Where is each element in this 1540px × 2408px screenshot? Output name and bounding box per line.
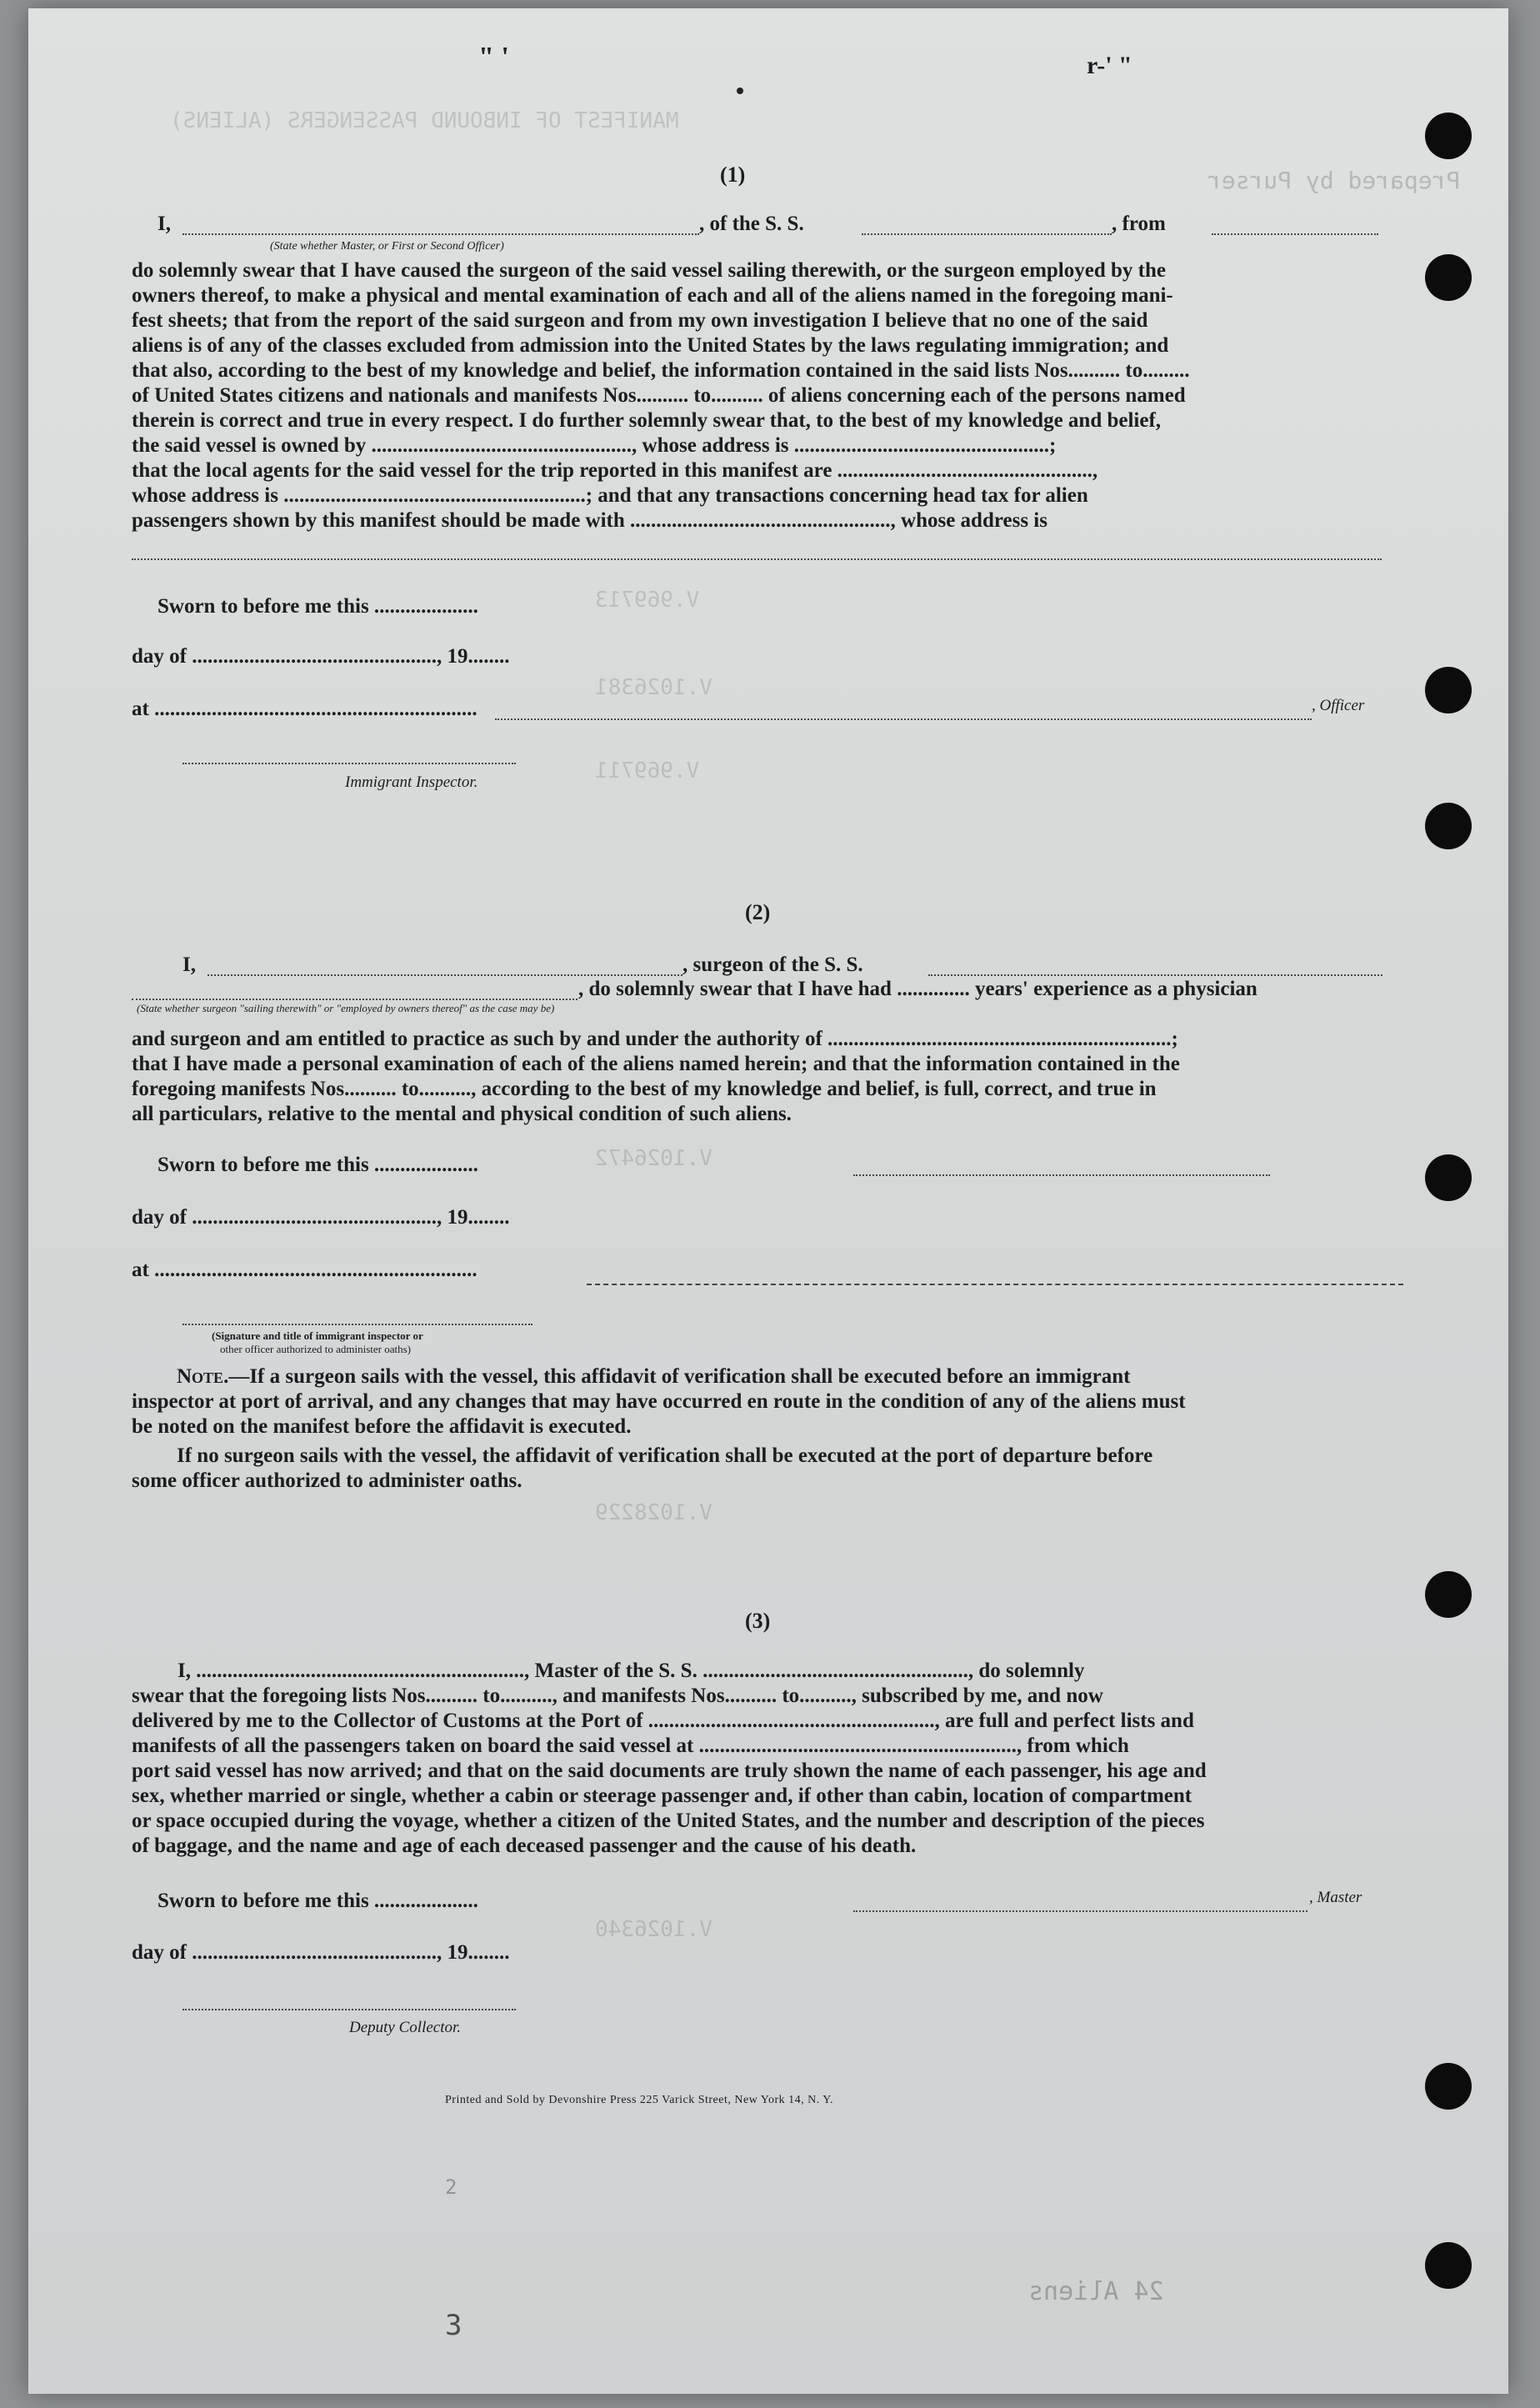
s1-inspector-label: Immigrant Inspector. (345, 773, 478, 791)
punch-hole (1425, 254, 1472, 301)
ghost-manifest: MANIFEST OF INBOUND PASSENGERS (ALIENS) (170, 108, 679, 133)
punch-hole (1425, 667, 1472, 713)
s1-line: that the local agents for the said vessel for the trip reported in this manifest are ................................................., (132, 459, 1098, 482)
ghost-prepared: Prepared by Purser (1208, 167, 1461, 194)
s3-day-of: day of ..............................................., 19........ (132, 1941, 510, 1964)
s2-status-field[interactable] (132, 999, 578, 1000)
s2-inspector-sig-field[interactable] (182, 1324, 532, 1325)
s1-from-label: , from (1112, 213, 1166, 235)
s2-ship-name-field[interactable] (928, 974, 1382, 976)
punch-hole (1425, 2063, 1472, 2110)
ghost-6: V.1026340 (595, 1917, 712, 1942)
s1-at: at .............................................................. (132, 698, 478, 720)
s1-line: therein is correct and true in every respect. I do further solemnly swear that, to the best of my knowledge and belief, (132, 409, 1162, 432)
section-1-number: (1) (720, 163, 746, 187)
s3-line: sex, whether married or single, whether a cabin or steerage passenger and, if other than cabin, location of compartment (132, 1785, 1192, 1807)
s2-note-line: —If a surgeon sails with the vessel, this affidavit of verification shall be executed before an immigrant (228, 1365, 1131, 1388)
s3-line: I, ..............................................................., Master of the S. S. ..................................................., do solemnly (178, 1660, 1085, 1682)
s1-line: the said vessel is owned by .................................................., whose address is .................................................; (132, 434, 1057, 457)
section-3-number: (3) (745, 1609, 771, 1633)
punch-hole (1425, 113, 1472, 159)
s1-paragraph (132, 258, 1189, 533)
s3-sworn: Sworn to before me this .................... (158, 1890, 478, 1912)
bottom-mark: 3 (445, 2309, 462, 2342)
top-dot (737, 88, 743, 94)
s2-swear-line: , do solemnly swear that I have had .............. years' experience as a physician (578, 978, 1258, 1000)
printer-imprint: Printed and Sold by Devonshire Press 225 Varick Street, New York 14, N. Y. (445, 2094, 834, 2106)
s2-status-note: (State whether surgeon "sailing therewith" or "employed by owners thereof" as the case may be) (137, 1002, 555, 1014)
s3-collector-label: Deputy Collector. (349, 2019, 462, 2036)
s1-address-field[interactable] (132, 558, 1382, 560)
s2-note-line: be noted on the manifest before the affidavit is executed. (132, 1415, 632, 1438)
s2-note-label: Note. (177, 1365, 229, 1388)
punch-hole (1425, 2242, 1472, 2289)
s2-line: that I have made a personal examination of each of the aliens named herein; and that the information contained in the (132, 1053, 1180, 1075)
s2-surgeon-name-field[interactable] (208, 974, 682, 976)
s1-line: aliens is of any of the classes excluded from admission into the United States by the laws regulating immigration; and (132, 334, 1169, 357)
s3-master-sig-field[interactable] (853, 1910, 1308, 1912)
s1-line: fest sheets; that from the report of the said surgeon and from my own investigation I believe that no one of the said (132, 309, 1148, 332)
s2-note (177, 1364, 1130, 1389)
s1-line: owners thereof, to make a physical and mental examination of each and all of the aliens named in the foregoing mani- (132, 284, 1173, 307)
s2-dashed-rule (587, 1284, 1403, 1285)
s2-sig-note-2: other officer authorized to administer oaths) (220, 1343, 411, 1355)
s3-line: port said vessel has now arrived; and that on the said documents are truly shown the name of each passenger, his age and (132, 1760, 1207, 1782)
s1-i-label: I, (158, 213, 171, 235)
s1-inspector-sig-field[interactable] (182, 763, 516, 764)
section-2-number: (2) (745, 900, 771, 924)
s1-officer-name-field[interactable] (182, 233, 699, 235)
s2-note2-line: some officer authorized to administer oaths. (132, 1469, 522, 1492)
s3-paragraph (132, 1659, 1207, 1859)
ghost-3: V.969711 (595, 758, 700, 783)
s2-i-label: I, (182, 954, 196, 976)
s1-from-field[interactable] (1212, 233, 1378, 235)
s2-line: all particulars, relative to the mental and physical condition of such aliens. (132, 1103, 792, 1125)
s3-line: of baggage, and the name and age of each deceased passenger and the cause of his death. (132, 1835, 917, 1857)
ghost-1: V.969713 (595, 588, 700, 613)
ghost-5: V.1028229 (595, 1500, 712, 1525)
s2-line: and surgeon and am entitled to practice as such by and under the authority of ..................................................................; (132, 1028, 1178, 1050)
s2-sig-note-1: (Signature and title of immigrant inspector or (212, 1329, 423, 1342)
punch-hole (1425, 1154, 1472, 1201)
s1-sworn: Sworn to before me this .................... (158, 595, 478, 618)
s2-note-line: inspector at port of arrival, and any changes that may have occurred en route in the condition of any of the aliens must (132, 1390, 1186, 1413)
s2-sworn: Sworn to before me this .................... (158, 1154, 478, 1176)
top-right-mark: r-' " (1087, 52, 1132, 79)
top-left-mark: " ' (478, 42, 509, 73)
s1-day-of: day of ..............................................., 19........ (132, 645, 510, 668)
s1-officer-note: (State whether Master, or First or Second Officer) (270, 240, 504, 253)
s1-line: passengers shown by this manifest should be made with .................................................., whose address is (132, 509, 1048, 532)
ghost-aliens-count: 24 Aliens (1028, 2277, 1164, 2306)
s2-note2-line: If no surgeon sails with the vessel, the affidavit of verification shall be executed at the port of departure before (177, 1444, 1153, 1467)
ghost-4: V.1026472 (595, 1146, 712, 1171)
s1-line: do solemnly swear that I have caused the surgeon of the said vessel sailing therewith, or the surgeon employed by the (132, 259, 1166, 282)
s1-line: whose address is ..........................................................; and that any transactions concerning head tax for alien (132, 484, 1088, 507)
punch-hole (1425, 803, 1472, 849)
s1-officer-sig-field[interactable] (495, 718, 1312, 720)
s3-collector-sig-field[interactable] (182, 2009, 516, 2010)
faint-mark: 2 (445, 2175, 458, 2199)
s1-line: of United States citizens and nationals and manifests Nos.......... to.......... of aliens concerning each of the persons named (132, 384, 1186, 407)
s2-at: at .............................................................. (132, 1259, 478, 1281)
s3-line: delivered by me to the Collector of Customs at the Port of ......................................................., are full and perfect lists and (132, 1710, 1194, 1732)
s1-line: that also, according to the best of my knowledge and belief, the information contained in the said lists Nos.......... to......... (132, 359, 1190, 382)
s1-ship-label: , of the S. S. (699, 213, 804, 235)
s2-paragraph (132, 1027, 1180, 1127)
punch-hole (1425, 1571, 1472, 1618)
s3-line: manifests of all the passengers taken on board the said vessel at ............................................................., from which (132, 1735, 1129, 1757)
s1-officer-label: , Officer (1312, 697, 1365, 714)
s3-line: swear that the foregoing lists Nos.......... to.........., and manifests Nos.......... to.........., subscribed by me, and now (132, 1685, 1103, 1707)
s2-line: foregoing manifests Nos.......... to.........., according to the best of my knowledge and belief, is full, correct, and true in (132, 1078, 1157, 1100)
document-page (28, 8, 1508, 2394)
s1-ship-name-field[interactable] (862, 233, 1112, 235)
s3-line: or space occupied during the voyage, whether a citizen of the United States, and the number and description of the pieces (132, 1810, 1205, 1832)
s3-master-label: , Master (1309, 1889, 1362, 1906)
ghost-2: V.1026381 (595, 675, 712, 700)
s2-day-of: day of ..............................................., 19........ (132, 1206, 510, 1229)
s2-surgeon-sig-field[interactable] (853, 1174, 1270, 1176)
s2-surgeon-label: , surgeon of the S. S. (682, 954, 863, 976)
